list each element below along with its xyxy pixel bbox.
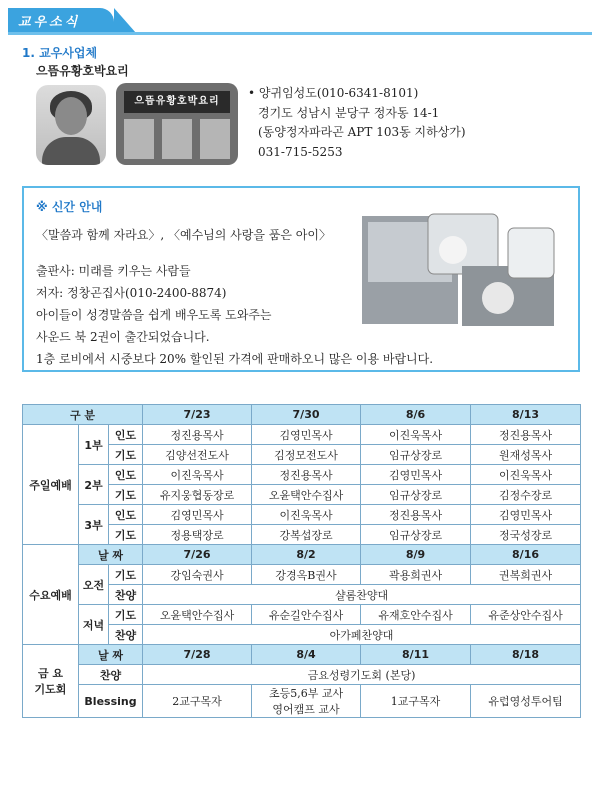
role-label: 인도 bbox=[109, 465, 143, 485]
friday-group-line: 기도회 bbox=[34, 683, 67, 696]
date-label: 날 짜 bbox=[79, 545, 143, 565]
schedule-cell: 이진욱목사 bbox=[143, 465, 252, 485]
schedule-cell: 임규상장로 bbox=[361, 445, 471, 465]
schedule-cell: 원재성목사 bbox=[471, 445, 581, 465]
owner-photo bbox=[36, 85, 106, 165]
role-label: 찬양 bbox=[109, 585, 143, 605]
schedule-cell: 이진욱목사 bbox=[252, 505, 361, 525]
schedule-cell: 유재호안수집사 bbox=[361, 605, 471, 625]
business-section-title: 1. 교우사업체 bbox=[22, 46, 98, 60]
wednesday-date: 8/9 bbox=[361, 545, 471, 565]
friday-praise-cell: 금요성령기도회 (본당) bbox=[143, 665, 581, 685]
schedule-cell: 정용택장로 bbox=[143, 525, 252, 545]
wednesday-date: 8/2 bbox=[252, 545, 361, 565]
header-divider bbox=[8, 32, 592, 35]
service-label: 오전 bbox=[79, 565, 109, 605]
schedule-cell: 이진욱목사 bbox=[471, 465, 581, 485]
sunday-date: 8/6 bbox=[361, 405, 471, 425]
notice-title: ※ 신간 안내 bbox=[36, 200, 103, 214]
role-label: Blessing bbox=[79, 685, 143, 718]
wednesday-date: 7/26 bbox=[143, 545, 252, 565]
schedule-cell: 유지웅협동장로 bbox=[143, 485, 252, 505]
contact-line: • 양귀임성도(010-6341-8101) bbox=[248, 86, 419, 100]
schedule-cell: 곽용희권사 bbox=[361, 565, 471, 585]
schedule-cell: 강임숙권사 bbox=[143, 565, 252, 585]
friday-date: 8/4 bbox=[252, 645, 361, 665]
schedule-cell: 강경옥B권사 bbox=[252, 565, 361, 585]
service-label: 3부 bbox=[79, 505, 109, 545]
schedule-cell: 정진용목사 bbox=[143, 425, 252, 445]
role-label: 기도 bbox=[109, 605, 143, 625]
store-sign: 으뜸유황호박요리 bbox=[124, 91, 230, 113]
notice-books: 〈말씀과 함께 자라요〉, 〈예수님의 사랑을 품은 아이〉 bbox=[36, 228, 331, 242]
schedule-cell: 유럽영성투어팀 bbox=[471, 685, 581, 718]
blessing-line: 영어캠프 교사 bbox=[272, 703, 340, 716]
schedule-cell: 오윤택안수집사 bbox=[143, 605, 252, 625]
schedule-header-label: 구 분 bbox=[23, 405, 143, 425]
schedule-cell: 김양선전도사 bbox=[143, 445, 252, 465]
wednesday-date: 8/16 bbox=[471, 545, 581, 565]
schedule-cell: 정국성장로 bbox=[471, 525, 581, 545]
schedule-cell: 김영민목사 bbox=[252, 425, 361, 445]
schedule-cell: 정진용목사 bbox=[252, 465, 361, 485]
schedule-cell: 오윤택안수집사 bbox=[252, 485, 361, 505]
notice-desc: 1층 로비에서 시중보다 20% 할인된 가격에 판매하오니 많은 이용 바랍니다. bbox=[36, 352, 434, 366]
sunday-date: 7/23 bbox=[143, 405, 252, 425]
section-header-title: 교우소식 bbox=[18, 15, 81, 30]
role-label: 찬양 bbox=[109, 625, 143, 645]
worship-schedule-table bbox=[22, 404, 581, 718]
role-label: 기도 bbox=[109, 565, 143, 585]
contact-line: (동양정자파라곤 APT 103동 지하상가) bbox=[258, 125, 466, 139]
business-contact bbox=[248, 84, 466, 162]
schedule-cell: 유순길안수집사 bbox=[252, 605, 361, 625]
business-name: 으뜸유황호박요리 bbox=[36, 64, 129, 78]
schedule-cell: 김영민목사 bbox=[361, 465, 471, 485]
role-label: 기도 bbox=[109, 485, 143, 505]
schedule-cell: 김영민목사 bbox=[471, 505, 581, 525]
date-label: 날 짜 bbox=[79, 645, 143, 665]
contact-line: 경기도 성남시 분당구 정자동 14-1 bbox=[258, 105, 440, 120]
new-book-notice bbox=[22, 186, 580, 372]
choir-cell: 샬롬찬양대 bbox=[143, 585, 581, 605]
schedule-cell: 김정수장로 bbox=[471, 485, 581, 505]
schedule-cell: 권복희권사 bbox=[471, 565, 581, 585]
blessing-line: 초등5,6부 교사 bbox=[268, 687, 344, 700]
friday-group-line: 금 요 bbox=[37, 667, 64, 680]
friday-date: 8/18 bbox=[471, 645, 581, 665]
notice-author: 저자: 정창곤집사(010-2400-8874) bbox=[36, 286, 227, 300]
schedule-cell: 이진욱목사 bbox=[361, 425, 471, 445]
schedule-cell: 임규상장로 bbox=[361, 485, 471, 505]
friday-group-label bbox=[23, 645, 79, 718]
schedule-cell: 강복섭장로 bbox=[252, 525, 361, 545]
schedule-cell: 정진용목사 bbox=[471, 425, 581, 445]
service-label: 1부 bbox=[79, 425, 109, 465]
sunday-date: 7/30 bbox=[252, 405, 361, 425]
schedule-cell: 김정모전도사 bbox=[252, 445, 361, 465]
role-label: 인도 bbox=[109, 505, 143, 525]
schedule-cell: 유준상안수집사 bbox=[471, 605, 581, 625]
sunday-date: 8/13 bbox=[471, 405, 581, 425]
schedule-cell: 정진용목사 bbox=[361, 505, 471, 525]
notice-desc: 사운드 북 2권이 출간되었습니다. bbox=[36, 330, 210, 344]
friday-date: 7/28 bbox=[143, 645, 252, 665]
role-label: 인도 bbox=[109, 425, 143, 445]
wednesday-group-label: 수요예배 bbox=[23, 545, 79, 645]
role-label: 기도 bbox=[109, 525, 143, 545]
contact-line: 031-715-5253 bbox=[258, 144, 343, 159]
friday-date: 8/11 bbox=[361, 645, 471, 665]
choir-cell: 아가페찬양대 bbox=[143, 625, 581, 645]
schedule-cell: 임규상장로 bbox=[361, 525, 471, 545]
role-label: 기도 bbox=[109, 445, 143, 465]
schedule-cell: 김영민목사 bbox=[143, 505, 252, 525]
service-label: 2부 bbox=[79, 465, 109, 505]
role-label: 찬양 bbox=[79, 665, 143, 685]
notice-publisher: 출판사: 미래를 키우는 사람들 bbox=[36, 264, 191, 278]
book-covers-image bbox=[358, 210, 558, 330]
schedule-cell: 1교구목자 bbox=[361, 685, 471, 718]
sunday-group-label: 주일예배 bbox=[23, 425, 79, 545]
schedule-cell: 2교구목자 bbox=[143, 685, 252, 718]
notice-desc: 아이들이 성경말씀을 쉽게 배우도록 도와주는 bbox=[36, 308, 272, 322]
service-label: 저녁 bbox=[79, 605, 109, 645]
store-photo bbox=[116, 83, 238, 165]
schedule-cell bbox=[252, 685, 361, 718]
